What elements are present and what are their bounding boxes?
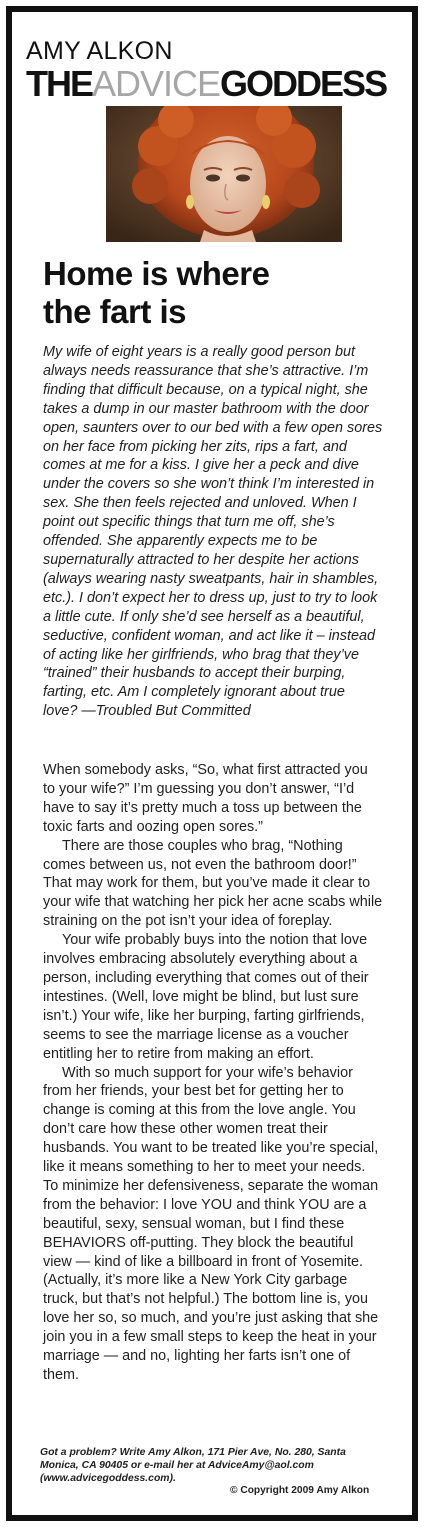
- article-headline: [43, 255, 383, 331]
- contact-info: Got a problem? Write Amy Alkon, 171 Pier Ave, No. 280, Santa Monica, CA 90405 or e-mail her at AdviceAmy@aol.com (www.advicegoddess.com).: [40, 1447, 346, 1484]
- author-photo: [106, 106, 342, 242]
- column-title-goddess: GODDESS: [220, 63, 387, 104]
- letter-text: My wife of eight years is a really good person but always needs reassurance that she’s attractive. I’m finding that difficult because, on a typical night, she takes a dump in our master bathroom with the door open, saunters over to our bed with a few open sores on her face from picking her zits, rips a fart, and comes at me for a kiss. I give her a peck and dive under the covers so she won’t think I’m interested in sex. She then feels rejected and unloved. When I point out specific things that turn me off, she’s offended. She apparently expects me to be supernaturally attracted to her despite her actions (always wearing nasty sweatpants, hair in shambles, etc.). I don’t expect her to dress up, just to try to look a little cute. If only she’d see herself as a beautiful, seductive, confident woman, and act like it – instead of acting like her girlfriends, who brag that they’ve “trained” their husbands to accept their burping, farting, etc. Am I completely ignorant about true love?: [43, 344, 383, 720]
- headline-line-1: Home is where: [43, 255, 270, 292]
- letter-signature: —Troubled But Committed: [81, 703, 251, 720]
- column-title: [26, 63, 387, 104]
- advice-answer: [43, 761, 383, 1385]
- answer-paragraph: Your wife probably buys into the notion that love involves embracing absolutely everything about a person, including everything that comes out of their intestines. (Well, love might be blind, but lust sure isn’t.) Your wife, like her burping, farting girlfriends, seems to see the marriage license as a voucher entitling her to retire from making an effort.: [43, 932, 369, 1062]
- column-title-the: THE: [26, 63, 92, 104]
- column-title-advice: ADVICE: [92, 63, 221, 104]
- author-portrait-image: [106, 106, 342, 242]
- copyright-notice: © Copyright 2009 Amy Alkon: [230, 1485, 370, 1496]
- author-name: AMY ALKON: [26, 37, 173, 65]
- reader-letter: [43, 343, 383, 721]
- answer-paragraph: There are those couples who brag, “Nothing comes between us, not even the bathroom door!” That may work for them, but you’ve made it clear to your wife that watching her pick her acne scabs while straining on the pot isn’t your idea of foreplay.: [43, 837, 383, 930]
- answer-paragraph: When somebody asks, “So, what first attracted you to your wife?” I’m guessing you don’t answer, “I’d have to say it’s pretty much a toss up between the toxic farts and oozing open sores.”: [43, 762, 368, 835]
- headline-line-2: the fart is: [43, 293, 187, 330]
- answer-paragraph: With so much support for your wife’s behavior from her friends, your best bet for getting her to change is coming at this from the love angle. You don’t care how these other women treat their husbands. You want to be treated like you’re special, like it means something to her to meet your needs. To minimize her defensiveness, separate the woman from the behavior: I love YOU and think YOU are a beautiful, sexy, sensual woman, but I find these BEHAVIORS off-putting. They block the beautiful view — kind of like a billboard in front of Yosemite. (Actually, it’s more like a New York City garbage truck, but that’s not helpful.) The bottom line is, you love her so, so much, and you’re just asking that she join you in a few small steps to keep the heat in your marriage — and no, lighting her farts isn’t one of them.: [43, 1064, 379, 1383]
